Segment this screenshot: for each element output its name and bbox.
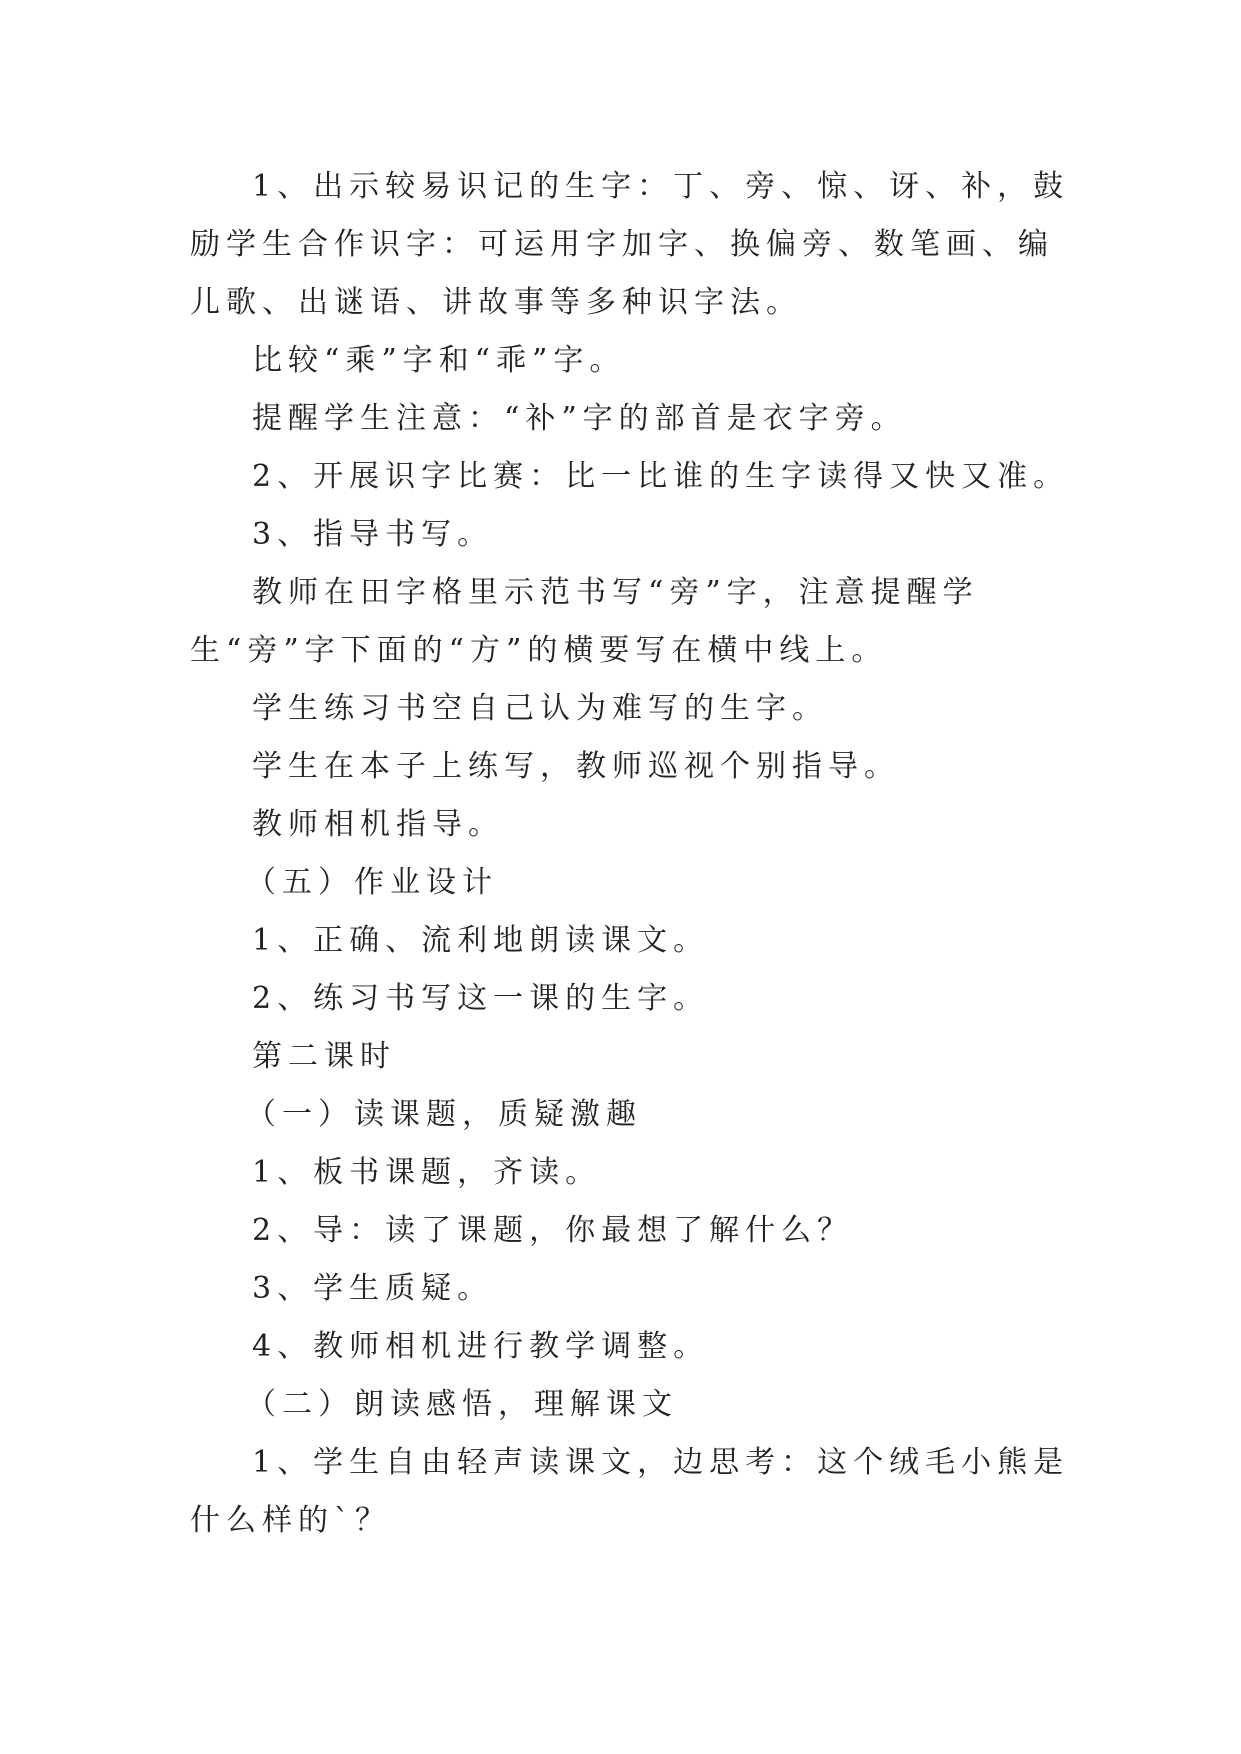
paragraph-literacy-intro: 1、出示较易识记的生字：丁、旁、惊、讶、补，鼓励学生合作识字：可运用字加字、换偏旁、数笔画、编儿歌、出谜语、讲故事等多种识字法。	[190, 169, 1070, 320]
list-item-teaching-adjustment: 4、教师相机进行教学调整。	[252, 1329, 710, 1364]
paragraph-writing-guidance: 3、指导书写。	[252, 517, 494, 552]
paragraph-air-writing: 学生练习书空自己认为难写的生字。	[252, 691, 828, 726]
list-item-student-questions: 3、学生质疑。	[252, 1271, 494, 1306]
paragraph-compare-characters: 比较“乘”字和“乖”字。	[252, 343, 626, 378]
paragraph-radical-reminder: 提醒学生注意：“补”字的部首是衣字旁。	[252, 401, 907, 436]
list-item-read-text: 1、正确、流利地朗读课文。	[252, 923, 710, 958]
section-heading-reading-comprehension: （二）朗读感悟，理解课文	[246, 1387, 678, 1422]
paragraph-teacher-guidance: 教师相机指导。	[252, 807, 504, 842]
paragraph-literacy-contest: 2、开展识字比赛：比一比谁的生字读得又快又准。	[252, 459, 1070, 494]
list-item-guide-question: 2、导：读了课题，你最想了解什么？	[252, 1213, 854, 1248]
section-heading-second-lesson: 第二课时	[252, 1039, 396, 1074]
document-body	[190, 158, 1070, 1550]
list-item-write-title: 1、板书课题，齐读。	[252, 1155, 602, 1190]
section-heading-homework: （五）作业设计	[246, 865, 498, 900]
section-heading-read-title: （一）读课题，质疑激趣	[246, 1097, 642, 1132]
paragraph-notebook-practice: 学生在本子上练写，教师巡视个别指导。	[252, 749, 900, 784]
paragraph-teacher-demo: 教师在田字格里示范书写“旁”字，注意提醒学生“旁”字下面的“方”的横要写在横中线上。	[190, 575, 979, 668]
list-item-practice-writing: 2、练习书写这一课的生字。	[252, 981, 710, 1016]
list-item-free-reading: 1、学生自由轻声读课文，边思考：这个绒毛小熊是什么样的`？	[190, 1445, 1070, 1538]
